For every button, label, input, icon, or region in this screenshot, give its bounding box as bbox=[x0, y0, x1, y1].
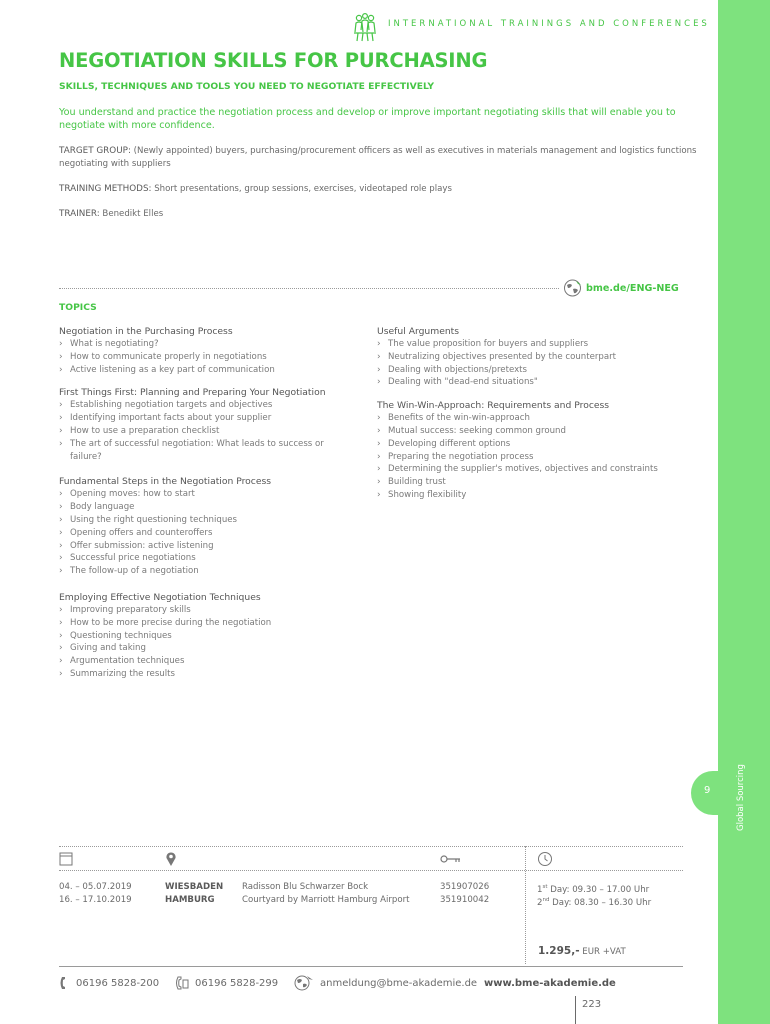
page-subtitle: SKILLS, TECHNIQUES AND TOOLS YOU NEED TO NEGOTIATE EFFECTIVELY bbox=[59, 81, 435, 92]
schedule-city: WIESBADEN bbox=[165, 882, 224, 892]
list-item: › Building trust bbox=[377, 476, 697, 489]
schedule-venue: Courtyard by Marriott Hamburg Airport bbox=[242, 895, 410, 905]
divider bbox=[59, 288, 559, 289]
topic-section bbox=[59, 591, 359, 681]
intro-text: You understand and practice the negotiation process and develop or improve important negotiating skills that will enable you to negotiate with more confidence. bbox=[59, 107, 676, 131]
course-link[interactable] bbox=[563, 279, 679, 297]
trainer-text: Benedikt Elles bbox=[99, 209, 164, 219]
calendar-icon bbox=[59, 851, 73, 867]
location-pin-icon bbox=[165, 851, 177, 867]
schedule-venue: Radisson Blu Schwarzer Bock bbox=[242, 882, 369, 892]
topic-section bbox=[59, 475, 359, 578]
section-title: The Win-Win-Approach: Requirements and Process bbox=[377, 400, 610, 412]
topic-section bbox=[377, 325, 697, 389]
course-link-text[interactable]: bme.de/ENG-NEG bbox=[586, 282, 679, 294]
training-methods bbox=[59, 183, 699, 196]
list-item: › Neutralizing objectives presented by the counterpart bbox=[377, 351, 697, 364]
footer-website[interactable] bbox=[484, 976, 616, 990]
target-group bbox=[59, 145, 699, 171]
side-band bbox=[718, 0, 770, 1024]
list-item: › How to use a preparation checklist bbox=[59, 425, 359, 438]
schedule-code: 351910042 bbox=[440, 895, 490, 905]
page-number: 223 bbox=[582, 999, 602, 1010]
schedule-date: 16. – 17.10.2019 bbox=[59, 895, 132, 905]
section-title: Useful Arguments bbox=[377, 326, 460, 337]
clock-icon bbox=[537, 851, 553, 867]
topics-heading: TOPICS bbox=[59, 302, 97, 313]
list-item: › Opening moves: how to start bbox=[59, 488, 359, 501]
email-address[interactable]: anmeldung@bme-akademie.de bbox=[320, 977, 478, 989]
topic-list bbox=[59, 488, 359, 578]
footer-email[interactable] bbox=[292, 976, 477, 990]
list-item: › Improving preparatory skills bbox=[59, 604, 359, 617]
list-item: › Successful price negotiations bbox=[59, 552, 359, 565]
price-amount: 1.295,- bbox=[538, 945, 580, 957]
list-item: › Summarizing the results bbox=[59, 668, 359, 681]
price bbox=[538, 945, 626, 957]
training-methods-text: Short presentations, group sessions, exercises, videotaped role plays bbox=[151, 184, 452, 194]
topic-list bbox=[377, 338, 697, 389]
topic-list bbox=[59, 604, 359, 681]
schedule-mid-rule bbox=[59, 870, 683, 871]
people-logo-icon bbox=[352, 12, 378, 42]
day-time: Day: 08.30 – 16.30 Uhr bbox=[549, 897, 652, 908]
list-item: › Preparing the negotiation process bbox=[377, 451, 697, 464]
schedule-time bbox=[537, 894, 651, 910]
phone-number[interactable]: 06196 5828-200 bbox=[76, 977, 160, 989]
list-item: › Establishing negotiation targets and objectives bbox=[59, 399, 359, 412]
footer-fax[interactable] bbox=[175, 976, 278, 990]
topic-list bbox=[59, 338, 359, 376]
schedule-code: 351907026 bbox=[440, 882, 490, 892]
list-item: › Questioning techniques bbox=[59, 630, 359, 643]
trainer-label: TRAINER: bbox=[59, 209, 100, 219]
list-item: › How to communicate properly in negotiations bbox=[59, 351, 359, 364]
topics-left-column bbox=[59, 325, 359, 681]
list-item: › The value proposition for buyers and suppliers bbox=[377, 338, 697, 351]
topic-section bbox=[59, 325, 359, 376]
list-item: › Developing different options bbox=[377, 438, 697, 451]
list-item: › Benefits of the win-win-approach bbox=[377, 412, 697, 425]
list-item: › Determining the supplier's motives, objectives and constraints bbox=[377, 463, 697, 476]
list-item: › What is negotiating? bbox=[59, 338, 359, 351]
day-number: 1 bbox=[537, 884, 543, 895]
target-group-label: TARGET GROUP: bbox=[59, 146, 131, 156]
day-suffix: st bbox=[542, 884, 548, 890]
list-item: › Opening offers and counteroffers bbox=[59, 527, 359, 540]
topics-right-column bbox=[377, 325, 697, 502]
target-group-text: (Newly appointed) buyers, purchasing/procurement officers as well as executives in materials management and logistics functions negotiating with suppliers bbox=[59, 146, 697, 169]
page-number-rule bbox=[575, 996, 576, 1024]
price-vat: EUR +VAT bbox=[579, 947, 626, 957]
website-link[interactable]: www.bme-akademie.de bbox=[484, 977, 616, 989]
key-icon bbox=[440, 851, 462, 867]
list-item: › Argumentation techniques bbox=[59, 655, 359, 668]
topic-list bbox=[377, 412, 697, 502]
schedule-top-rule bbox=[59, 846, 683, 847]
schedule-date: 04. – 05.07.2019 bbox=[59, 882, 132, 892]
phone-icon bbox=[59, 976, 69, 990]
footer-phone[interactable] bbox=[59, 976, 159, 990]
list-item: › Offer submission: active listening bbox=[59, 540, 359, 553]
day-number: 2 bbox=[537, 897, 543, 908]
list-item: › Showing flexibility bbox=[377, 489, 697, 502]
section-title: Fundamental Steps in the Negotiation Process bbox=[59, 476, 272, 488]
fax-icon bbox=[175, 976, 189, 990]
globe-mail-icon bbox=[292, 975, 314, 991]
chapter-label: Global Sourcing bbox=[736, 764, 746, 831]
list-item: › Body language bbox=[59, 501, 359, 514]
list-item: › Giving and taking bbox=[59, 642, 359, 655]
schedule-city: HAMBURG bbox=[165, 895, 215, 905]
list-item: › Using the right questioning techniques bbox=[59, 514, 359, 527]
topic-list bbox=[59, 399, 359, 463]
topic-section bbox=[377, 399, 697, 502]
section-title: Negotiation in the Purchasing Process bbox=[59, 326, 233, 337]
footer-rule bbox=[59, 966, 683, 967]
training-methods-label: TRAINING METHODS: bbox=[59, 184, 152, 194]
section-title: Employing Effective Negotiation Techniques bbox=[59, 591, 261, 603]
topic-section bbox=[59, 386, 359, 463]
list-item: › The art of successful negotiation: What leads to success or failure? bbox=[59, 438, 349, 464]
list-item: › Active listening as a key part of communication bbox=[59, 364, 359, 377]
trainer bbox=[59, 208, 699, 221]
section-title: First Things First: Planning and Preparing Your Negotiation bbox=[59, 387, 326, 399]
list-item: › The follow-up of a negotiation bbox=[59, 565, 359, 578]
fax-number[interactable]: 06196 5828-299 bbox=[195, 977, 279, 989]
schedule-divider bbox=[525, 846, 526, 964]
list-item: › Mutual success: seeking common ground bbox=[377, 425, 697, 438]
page-title: NEGOTIATION SKILLS FOR PURCHASING bbox=[59, 49, 488, 72]
list-item: › Dealing with "dead-end situations" bbox=[377, 376, 697, 389]
day-time: Day: 09.30 – 17.00 Uhr bbox=[547, 884, 650, 895]
list-item: › Dealing with objections/pretexts bbox=[377, 364, 697, 377]
globe-icon bbox=[563, 279, 583, 297]
header-title: INTERNATIONAL TRAININGS AND CONFERENCES bbox=[388, 19, 710, 29]
list-item: › Identifying important facts about your supplier bbox=[59, 412, 359, 425]
day-suffix: nd bbox=[542, 897, 550, 903]
list-item: › How to be more precise during the negotiation bbox=[59, 617, 359, 630]
chapter-number: 9 bbox=[704, 785, 711, 796]
